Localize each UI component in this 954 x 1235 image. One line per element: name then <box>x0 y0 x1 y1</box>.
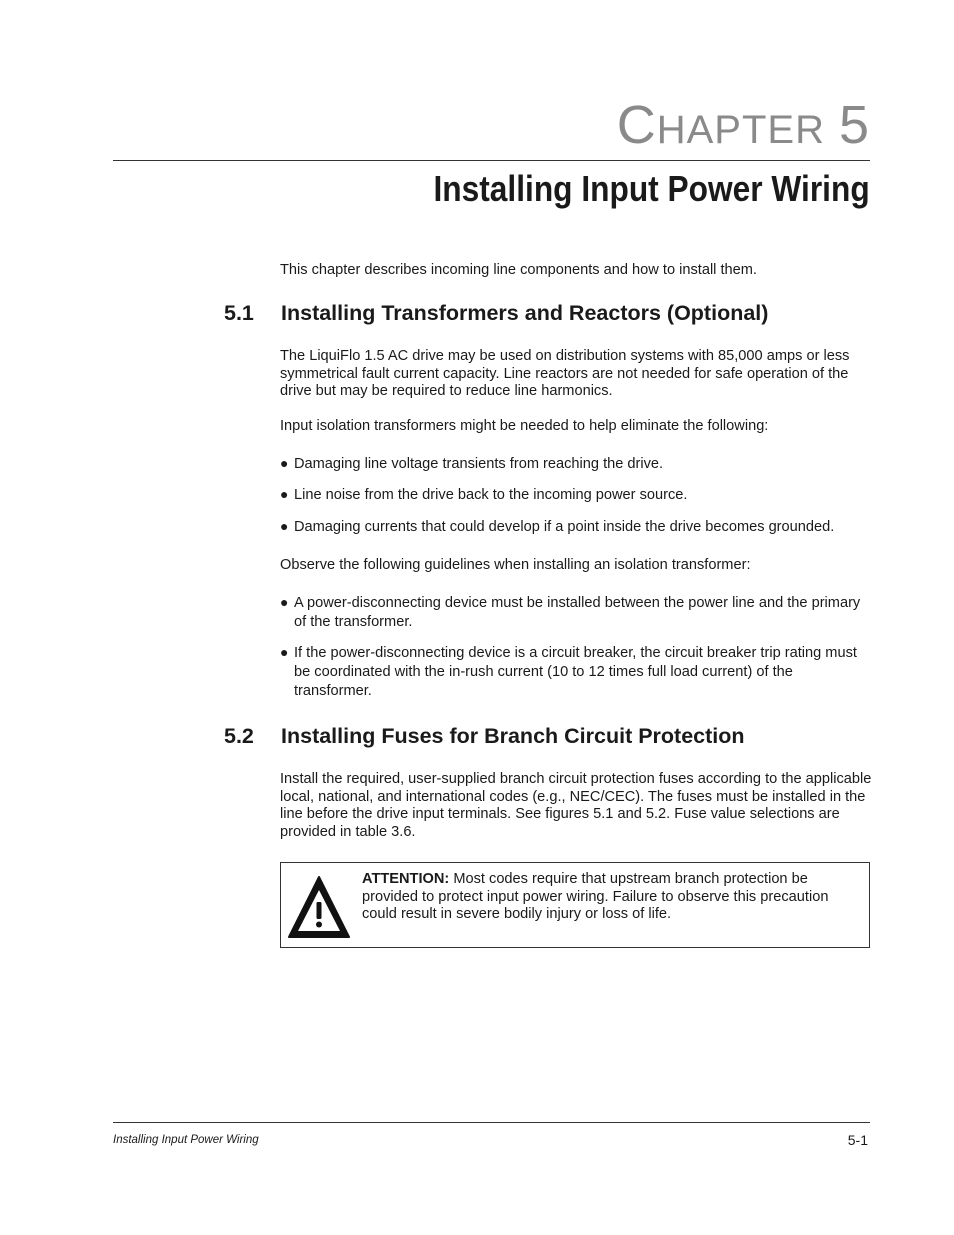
list-item: ● A power-disconnecting device must be installed between the power line and the primary of the transformer. <box>280 594 861 630</box>
chapter-label-initial: C <box>616 95 657 155</box>
section-title: Installing Transformers and Reactors (Optional) <box>281 301 769 325</box>
bullet-icon: ● <box>280 455 289 471</box>
bullet-icon: ● <box>280 594 289 610</box>
bullet-icon: ● <box>280 518 289 534</box>
section-heading-5-2 <box>224 724 745 749</box>
attention-text: Most codes require that upstream branch protection be provided to protect input power wiring. Failure to observe this precaution could result in severe bodily injury or loss of life. <box>362 871 829 922</box>
chapter-number: 5 <box>838 95 870 155</box>
list-item: ● Line noise from the drive back to the incoming power source. <box>280 486 688 503</box>
intro-paragraph: This chapter describes incoming line components and how to install them. <box>280 262 757 278</box>
bullet-icon: ● <box>280 486 289 502</box>
bullet-icon: ● <box>280 644 289 660</box>
paragraph: Input isolation transformers might be needed to help eliminate the following: <box>280 418 769 434</box>
section-title: Installing Fuses for Branch Circuit Protection <box>281 724 745 748</box>
list-item: ● Damaging currents that could develop if a point inside the drive becomes grounded. <box>280 518 835 535</box>
attention-label: ATTENTION: <box>362 871 450 887</box>
chapter-divider <box>113 160 870 161</box>
section-number: 5.1 <box>224 301 254 325</box>
list-item: ● Damaging line voltage transients from reaching the drive. <box>280 455 664 472</box>
attention-box <box>280 862 870 948</box>
list-item: ● If the power-disconnecting device is a circuit breaker, the circuit breaker trip rating must be coordinated with the in-rush current (10 to 12 times full load current) of the transformer. <box>280 644 857 699</box>
chapter-label <box>616 95 870 155</box>
paragraph: The LiquiFlo 1.5 AC drive may be used on distribution systems with 85,000 amps or less symmetrical fault current capacity. Line reactors are not needed for safe operation of the drive but may be required to reduce line harmonics. <box>280 348 850 399</box>
paragraph: Install the required, user-supplied branch circuit protection fuses according to the applicable local, national, and international codes (e.g., NEC/CEC). The fuses must be installed in the line before the drive input terminals. See figures 5.1 and 5.2. Fuse value selections are provided in table 3.6. <box>280 771 872 840</box>
chapter-label-rest: HAPTER <box>656 108 825 152</box>
footer-divider <box>113 1122 870 1123</box>
section-number: 5.2 <box>224 724 254 748</box>
section-heading-5-1 <box>224 301 768 326</box>
attention-message <box>362 871 862 924</box>
chapter-title: Installing Input Power Wiring <box>433 168 870 209</box>
paragraph: Observe the following guidelines when installing an isolation transformer: <box>280 557 751 573</box>
footer-title: Installing Input Power Wiring <box>113 1134 259 1146</box>
warning-triangle-icon <box>286 874 352 940</box>
page-number: 5-1 <box>847 1132 868 1148</box>
